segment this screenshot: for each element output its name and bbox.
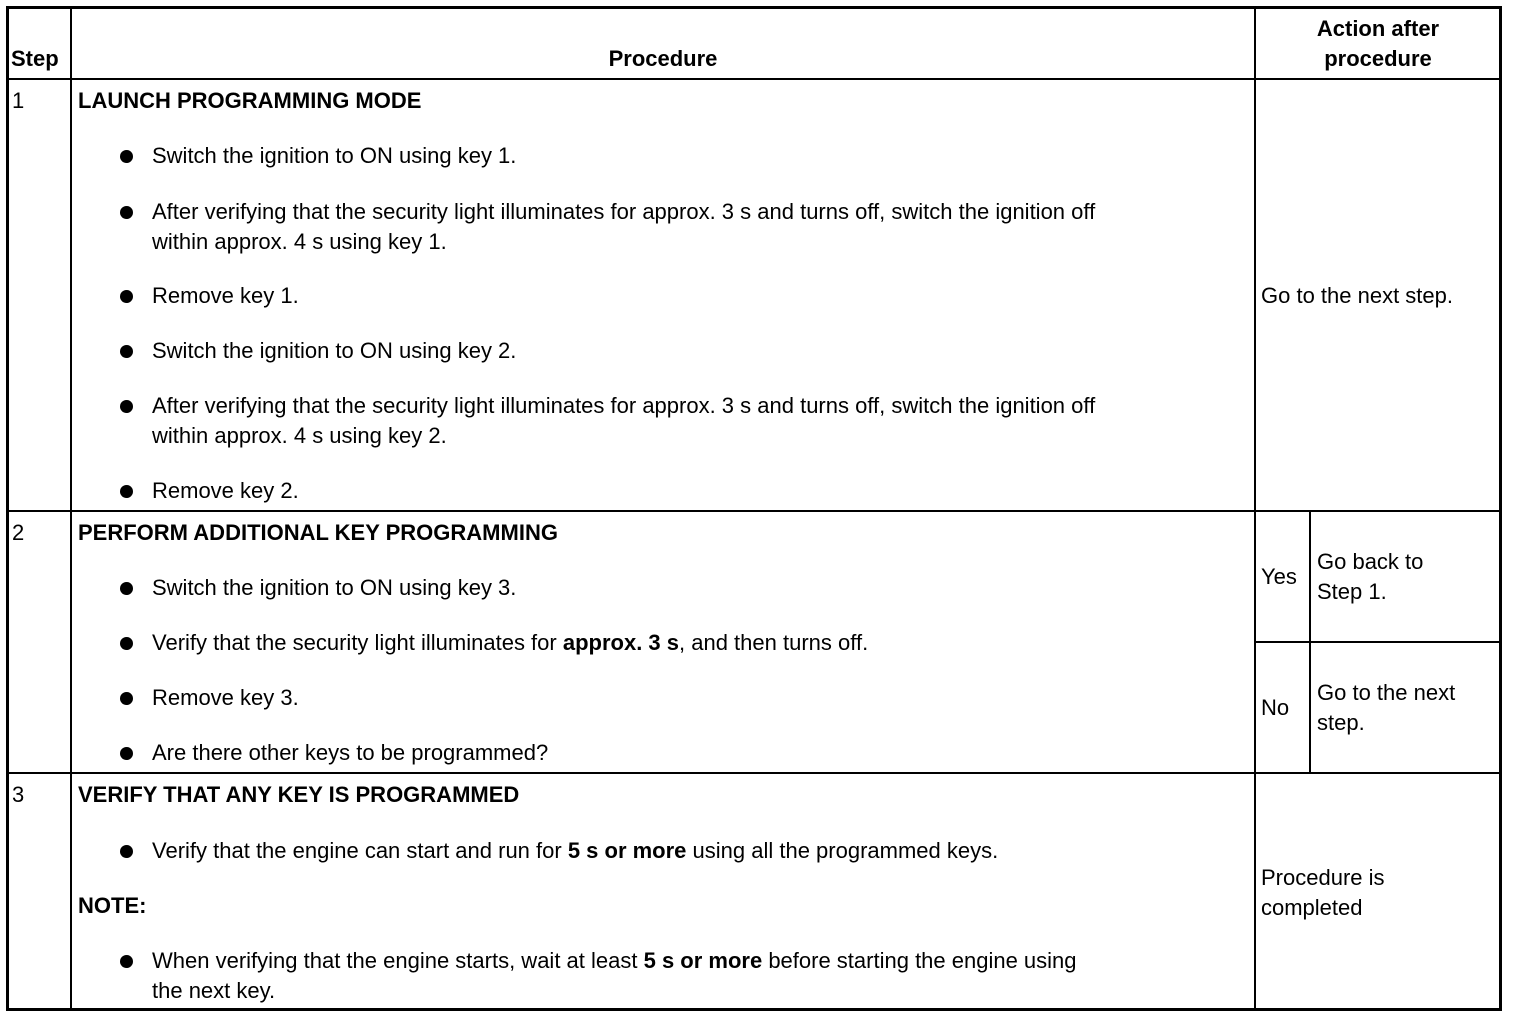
- bullet-icon: [120, 290, 133, 303]
- bullet-icon: [120, 206, 133, 219]
- list-item-text: Switch the ignition to ON using key 2.: [152, 338, 517, 363]
- list-item-text: Switch the ignition to ON using key 3.: [152, 575, 517, 600]
- bullet-icon: [120, 637, 133, 650]
- no-action: Go to the next: [1317, 680, 1456, 705]
- header-action-line2: procedure: [1324, 46, 1432, 71]
- action-text: Procedure is: [1261, 865, 1385, 890]
- bullet-icon: [120, 845, 133, 858]
- yes-action: Go back to: [1317, 549, 1424, 574]
- list-item-text: After verifying that the security light illuminates for approx. 3 s and turns off, switch the ignition off: [152, 199, 1096, 224]
- step-title: VERIFY THAT ANY KEY IS PROGRAMMED: [78, 782, 520, 807]
- list-item-text: Remove key 3.: [152, 685, 299, 710]
- step-number: 2: [12, 520, 25, 545]
- list-item-text: Switch the ignition to ON using key 1.: [152, 143, 517, 168]
- list-item-text: Verify that the security light illuminates for approx. 3 s, and then turns off.: [152, 630, 869, 655]
- note-label: NOTE:: [78, 893, 147, 918]
- step-title: LAUNCH PROGRAMMING MODE: [78, 88, 422, 113]
- row-divider: [8, 772, 1501, 774]
- no-label: No: [1261, 695, 1290, 720]
- row-divider: [1255, 641, 1501, 643]
- bullet-icon: [120, 955, 133, 968]
- row-divider: [8, 78, 1501, 80]
- row-divider: [8, 510, 1501, 512]
- bullet-icon: [120, 150, 133, 163]
- list-item-text: When verifying that the engine starts, wait at least 5 s or more before starting the engine using: [152, 948, 1077, 973]
- action-text: completed: [1261, 895, 1363, 920]
- yes-action: Step 1.: [1317, 579, 1387, 604]
- bullet-icon: [120, 582, 133, 595]
- list-item-text: Are there other keys to be programmed?: [152, 740, 549, 765]
- bullet-icon: [120, 747, 133, 760]
- header-action-line1: Action after: [1316, 16, 1440, 41]
- column-divider: [70, 8, 72, 1010]
- yes-label: Yes: [1261, 564, 1297, 589]
- bullet-icon: [120, 692, 133, 705]
- list-item-text: After verifying that the security light illuminates for approx. 3 s and turns off, switch the ignition off: [152, 393, 1096, 418]
- list-item-text: Verify that the engine can start and run for 5 s or more using all the programmed keys.: [152, 838, 999, 863]
- list-item-text: within approx. 4 s using key 2.: [152, 423, 447, 448]
- bullet-icon: [120, 485, 133, 498]
- step-number: 1: [12, 88, 25, 113]
- list-item-text: Remove key 2.: [152, 478, 299, 503]
- header-step: Step: [11, 46, 59, 71]
- column-divider: [1254, 8, 1256, 1010]
- list-item-text: Remove key 1.: [152, 283, 299, 308]
- no-action: step.: [1317, 710, 1365, 735]
- action-text: Go to the next step.: [1261, 283, 1454, 308]
- list-item-text: the next key.: [152, 978, 276, 1003]
- bullet-icon: [120, 400, 133, 413]
- list-item-text: within approx. 4 s using key 1.: [152, 229, 447, 254]
- step-title: PERFORM ADDITIONAL KEY PROGRAMMING: [78, 520, 558, 545]
- step-number: 3: [12, 782, 25, 807]
- header-procedure: Procedure: [608, 46, 718, 71]
- bullet-icon: [120, 345, 133, 358]
